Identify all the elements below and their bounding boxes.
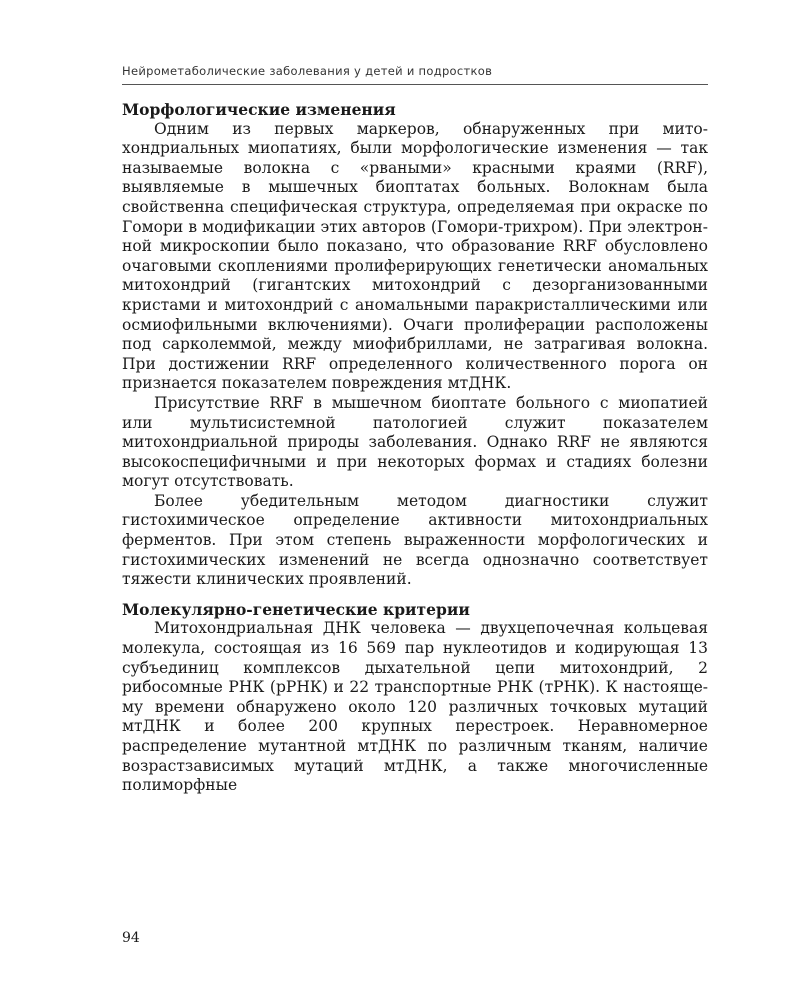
section-heading-morphology: Морфологические изменения	[122, 100, 396, 119]
paragraph: Присутствие RRF в мышечном биоптате больного с миопатией или мультисистемной патологией служит показателем митохондриальной природы заболевания. Однако RRF не являются высокоспецифичными и при некоторых формах и стадиях болезни могут отсутствовать.	[122, 393, 708, 491]
header-rule	[122, 84, 708, 85]
page-number: 94	[122, 930, 140, 946]
paragraph: Более убедительным методом диагностики служит гистохимическое определение активности митохондриальных ферментов. При этом степень выраженности морфологических и гистохимических изменений не всегда однозначно соответствует тяжести клинических проявлений.	[122, 491, 708, 589]
paragraph: Одним из первых маркеров, обнаруженных при митохондриальных миопатиях, были морфологические изменения — так называемые волокна с «рваными» красными краями (RRF), выявляемые в мышечных биоптатах больных. Волокнам была свойственна специфическая структура, определяемая при окраске по Гомори в модификации этих авторов (Гомори-трихром). При электронной микроскопии было показано, что образование RRF обусловлено очаговыми скоплениями пролиферирующих генетически аномальных митохондрий (гигантских митохондрий с дезорганизованными кристами и митохондрий с аномальными паракристаллическими или осмиофильными включениями). Очаги пролиферации расположены под сарколеммой, между миофибриллами, не затрагивая волокна. При достижении RRF определенного количественного порога он признается показателем повреждения мтДНК.	[122, 119, 708, 393]
page-body	[122, 100, 708, 796]
paragraph: Митохондриальная ДНК человека — двухцепочечная кольцевая молекула, состоящая из 16 569 пар нуклеотидов и кодирующая 13 субъединиц комплексов дыхательной цепи митохондрий, 2 рибосомные РНК (рРНК) и 22 транспортные РНК (тРНК). К настоящему времени обнаружено около 120 различных точковых мутаций мтДНК и более 200 крупных перестроек. Неравномерное распределение мутантной мтДНК по различным тканям, наличие возрастзависимых мутаций мтДНК, а также многочисленные полиморфные	[122, 619, 708, 795]
running-head: Нейрометаболические заболевания у детей и подростков	[122, 64, 493, 78]
section-heading-molecular-genetic: Молекулярно-генетические критерии	[122, 599, 470, 619]
